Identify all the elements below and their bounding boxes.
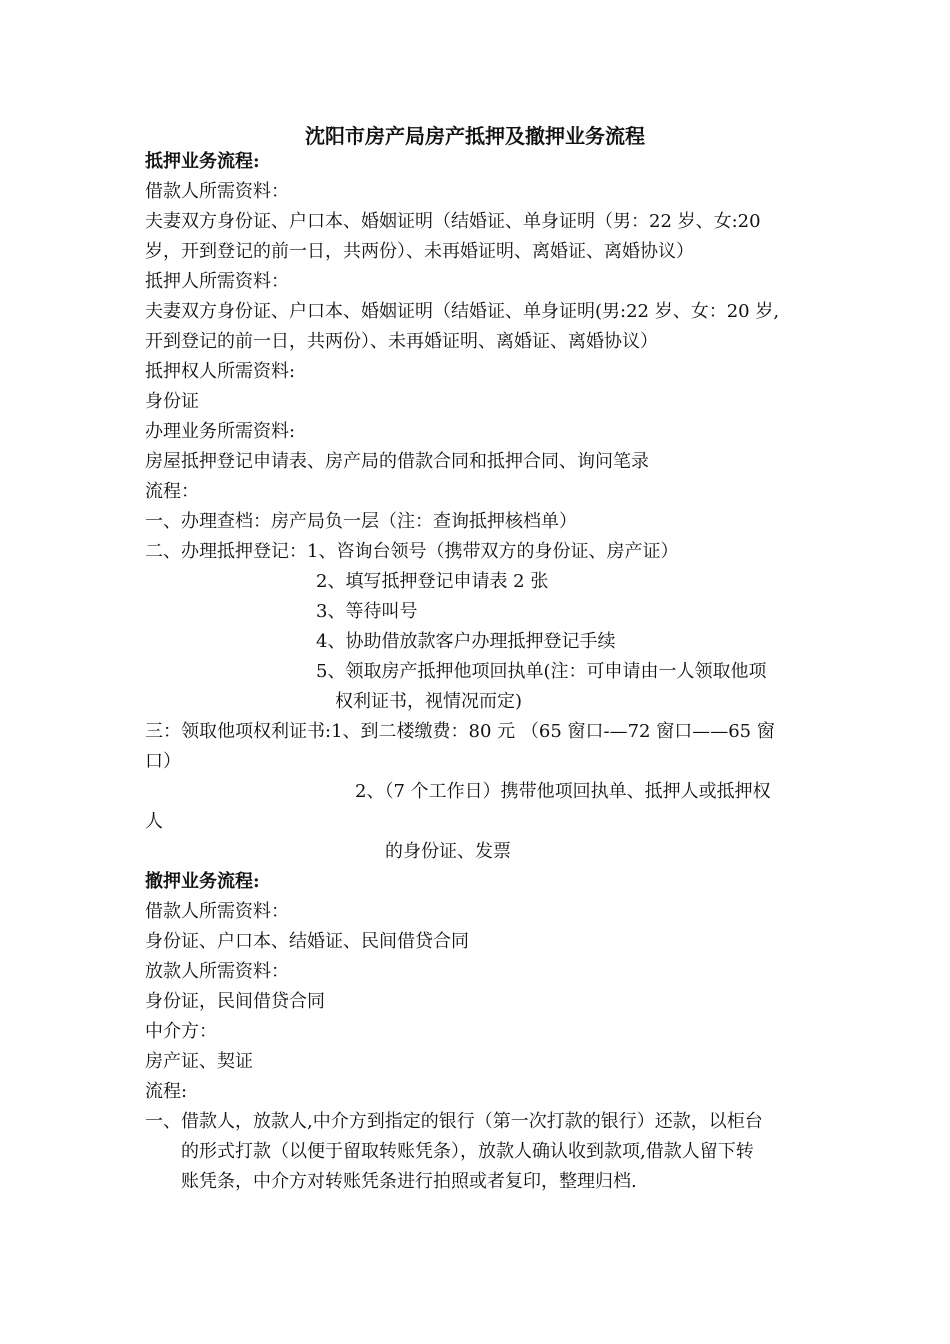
- mortgage-step2-item5-line2: 权利证书，视情况而定): [335, 691, 523, 712]
- mortgage-step2-item3: 3、等待叫号: [316, 601, 418, 622]
- release-heading: 撤押业务流程:: [145, 871, 260, 892]
- release-step1-line2: 的形式打款（以便于留取转账凭条），放款人确认收到款项,借款人留下转: [181, 1141, 754, 1162]
- release-borrower-label: 借款人所需资料：: [145, 901, 289, 922]
- mortgage-borrower-label: 借款人所需资料：: [145, 181, 289, 202]
- mortgage-heading: 抵押业务流程:: [145, 151, 260, 172]
- mortgage-step2-item2: 2、填写抵押登记申请表 2 张: [316, 571, 549, 592]
- release-step1-line3: 账凭条，中介方对转账凭条进行拍照或者复印，整理归档.: [181, 1171, 637, 1192]
- document-title: 沈阳市房产局房产抵押及撤押业务流程: [305, 124, 645, 148]
- business-docs: 房屋抵押登记申请表、房产局的借款合同和抵押合同、询问笔录: [145, 451, 649, 472]
- mortgagor-label: 抵押人所需资料：: [145, 271, 289, 292]
- mortgage-borrower-docs-line2: 岁，开到登记的前一日，共两份）、未再婚证明、离婚证、离婚协议）: [145, 241, 694, 262]
- business-label: 办理业务所需资料:: [145, 421, 296, 442]
- mortgage-step3-item2-line3: 的身份证、发票: [385, 841, 511, 862]
- release-step1-line1: 一、借款人，放款人,中介方到指定的银行（第一次打款的银行）还款，以柜台: [145, 1111, 763, 1132]
- mortgage-step3-item2-line2: 人: [145, 811, 163, 832]
- mortgage-process-label: 流程：: [145, 481, 199, 502]
- mortgagor-docs-line2: 开到登记的前一日，共两份）、未再婚证明、离婚证、离婚协议）: [145, 331, 658, 352]
- mortgage-step2-item4: 4、协助借放款客户办理抵押登记手续: [316, 631, 616, 652]
- release-agent-label: 中介方：: [145, 1021, 217, 1042]
- release-lender-label: 放款人所需资料：: [145, 961, 289, 982]
- mortgagee-label: 抵押权人所需资料:: [145, 361, 296, 382]
- release-borrower-docs: 身份证、户口本、结婚证、民间借贷合同: [145, 931, 469, 952]
- mortgage-step3-item1-line1: 三：领取他项权利证书:1、到二楼缴费：80 元 （65 窗口-—72 窗口——65 窗: [145, 721, 775, 742]
- release-agent-docs: 房产证、契证: [145, 1051, 253, 1072]
- mortgagee-docs: 身份证: [145, 391, 199, 412]
- mortgage-step2-item5-line1: 5、领取房产抵押他项回执单(注：可申请由一人领取他项: [316, 661, 767, 682]
- mortgagor-docs-line1: 夫妻双方身份证、户口本、婚姻证明（结婚证、单身证明(男:22 岁、女：20 岁,: [145, 301, 780, 322]
- release-process-label: 流程:: [145, 1081, 188, 1102]
- mortgage-step1: 一、办理查档：房产局负一层（注：查询抵押核档单）: [145, 511, 577, 532]
- mortgage-step3-item2-line1: 2、（7 个工作日）携带他项回执单、抵押人或抵押权: [355, 781, 771, 802]
- mortgage-borrower-docs-line1: 夫妻双方身份证、户口本、婚姻证明（结婚证、单身证明（男：22 岁、女:20: [145, 211, 761, 232]
- release-lender-docs: 身份证，民间借贷合同: [145, 991, 325, 1012]
- mortgage-step3-item1-line2: 口）: [145, 751, 181, 772]
- mortgage-step2-item1: 二、办理抵押登记：1、咨询台领号（携带双方的身份证、房产证）: [145, 541, 679, 562]
